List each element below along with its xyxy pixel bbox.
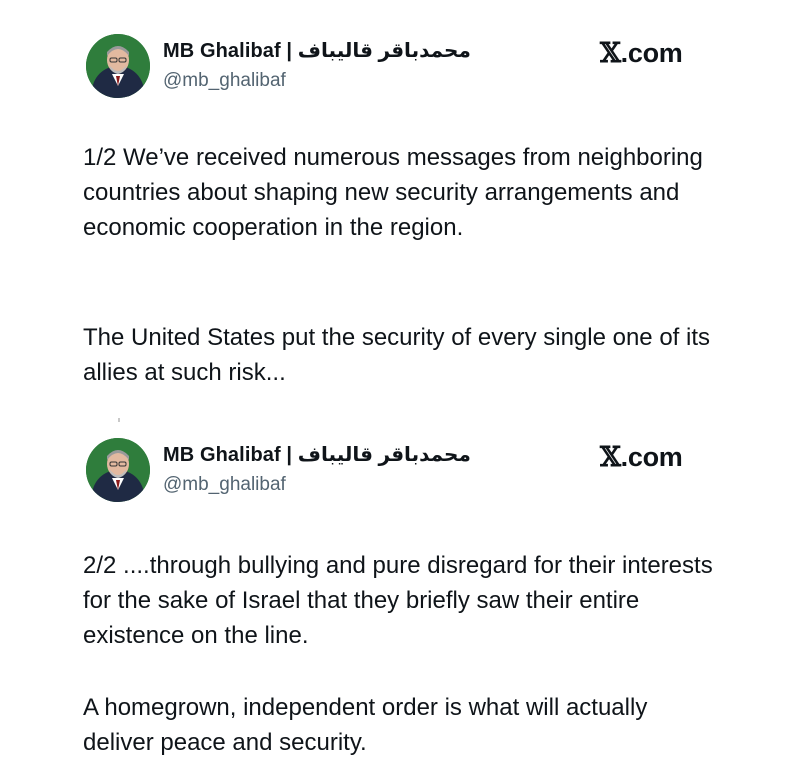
tweet-text-paragraph: 1/2 We’ve received numerous messages from neighboring countries about shaping new security arrangements and economic cooperation in the region.: [83, 144, 703, 241]
author-display-name[interactable]: MB Ghalibaf | محمدباقر قالیباف: [163, 40, 471, 62]
profile-photo-icon: [86, 34, 150, 98]
divider-mark: [118, 418, 120, 422]
x-logo-icon: 𝕏: [600, 442, 621, 473]
tweet-text-paragraph: The United States put the security of every single one of its allies at such risk...: [83, 324, 710, 386]
author-avatar[interactable]: [86, 438, 150, 502]
tweet-text-paragraph: A homegrown, independent order is what will actually deliver peace and security.: [83, 694, 648, 756]
author-avatar[interactable]: [86, 34, 150, 98]
source-label: [600, 38, 682, 69]
x-logo-icon: 𝕏: [600, 38, 621, 69]
source-label: [600, 442, 682, 473]
tweet-text-paragraph: 2/2 ....through bullying and pure disregard for their interests for the sake of Israel that they briefly saw their entire existence on the line.: [83, 552, 713, 649]
source-suffix: .com: [620, 38, 683, 68]
source-suffix: .com: [620, 442, 683, 472]
author-handle[interactable]: @mb_ghalibaf: [163, 474, 286, 495]
author-handle[interactable]: @mb_ghalibaf: [163, 70, 286, 91]
author-display-name[interactable]: MB Ghalibaf | محمدباقر قالیباف: [163, 444, 471, 466]
profile-photo-icon: [86, 438, 150, 502]
